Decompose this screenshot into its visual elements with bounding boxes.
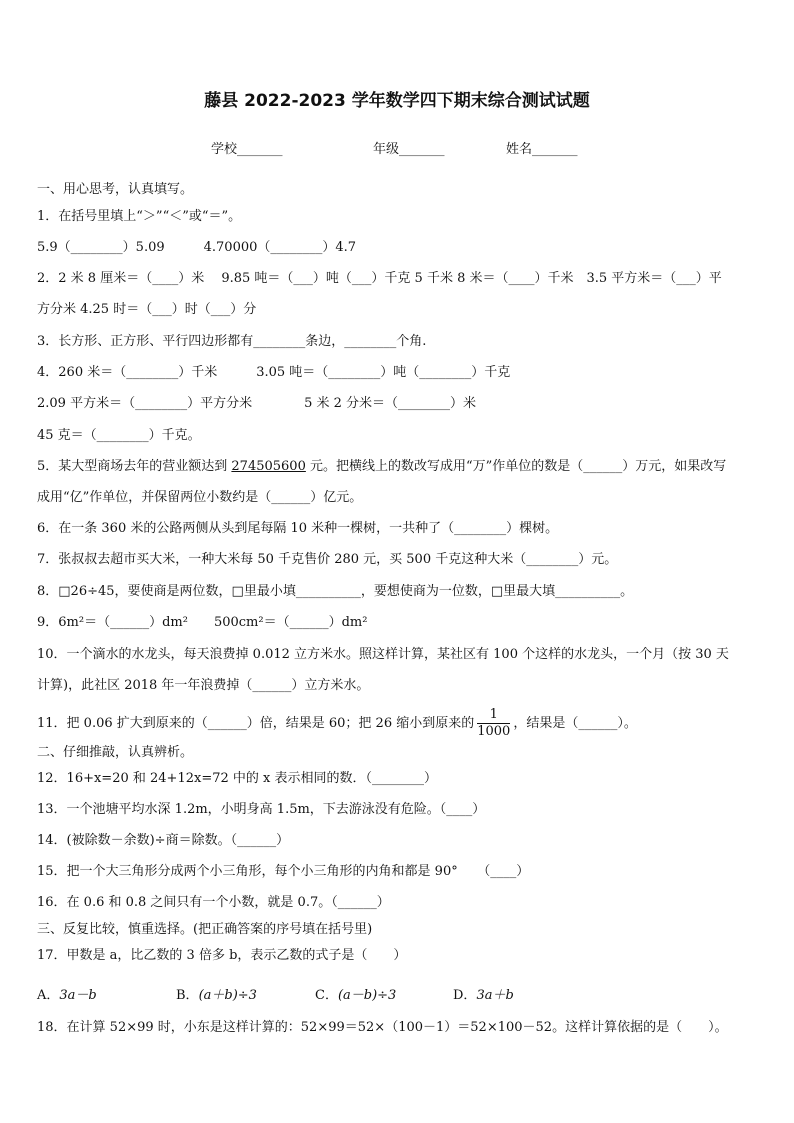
option-d-label: D． (453, 988, 477, 1003)
question-11 (37, 704, 637, 744)
section-1-heading: 一、用心思考，认真填写。 (37, 182, 194, 197)
fraction-numerator: 1 (477, 707, 510, 724)
question-11-text-pre: 11．把 0.06 扩大到原来的（______）倍，结果是 60；把 26 缩小到原来的 (37, 716, 475, 731)
option-b (176, 984, 257, 1003)
question-8: 8．□26÷45，要使商是两位数，□里最小填__________，要想使商为一位数，□里最大填__________。 (37, 584, 634, 599)
question-5-text-pre: 5．某大型商场去年的营业额达到 (37, 459, 232, 474)
option-d (453, 984, 514, 1003)
revenue-number: 274505600 (231, 459, 306, 474)
question-18: 18．在计算 52×99 时，小东是这样计算的：52×99＝52×（100－1）＝52×100－52。这样计算依据的是（ ）。 (37, 1020, 728, 1035)
question-9: 9．6m²＝（______）dm² 500cm²＝（______）dm² (37, 615, 368, 630)
option-c (315, 984, 396, 1003)
question-10-line-2: 计算)，此社区 2018 年一年浪费掉（______）立方米水。 (37, 678, 370, 693)
question-4-line-3: 45 克＝（________）千克。 (37, 428, 201, 443)
option-b-label: B． (176, 988, 199, 1003)
option-a-expression: 3a－b (59, 988, 97, 1003)
option-d-expression: 3a＋b (476, 988, 514, 1003)
question-4-line-2: 2.09 平方米＝（________）平方分米 5 米 2 分米＝（________）米 (37, 396, 477, 411)
section-3-heading: 三、反复比较，慎重选择。(把正确答案的序号填在括号里) (37, 922, 373, 937)
question-16: 16．在 0.6 和 0.8 之间只有一个小数，就是 0.7。（______） (37, 895, 390, 910)
question-13: 13．一个池塘平均水深 1.2m，小明身高 1.5m，下去游泳没有危险。（____） (37, 802, 486, 817)
fraction-denominator: 1000 (477, 724, 511, 739)
question-4-line-1: 4．260 米＝（________）千米 3.05 吨＝（________）吨（________）千克 (37, 365, 511, 380)
option-a-label: A． (37, 988, 60, 1003)
grade-field: 年级_______ (373, 142, 445, 157)
question-6: 6．在一条 360 米的公路两侧从头到尾每隔 10 米种一棵树，一共种了（________）棵树。 (37, 521, 559, 536)
page-title: 藤县 2022-2023 学年数学四下期末综合测试试题 (204, 91, 590, 111)
question-15: 15．把一个大三角形分成两个小三角形，每个小三角形的内角和都是 90° （____） (37, 864, 530, 879)
question-2-line-2: 方分米 4.25 时＝（___）时（___）分 (37, 302, 257, 317)
school-field: 学校_______ (211, 142, 283, 157)
question-10-line-1: 10．一个滴水的水龙头，每天浪费掉 0.012 立方米水。照这样计算，某社区有 100 个这样的水龙头，一个月（按 30 天 (37, 647, 729, 662)
question-14: 14．(被除数－余数)÷商＝除数。（______） (37, 833, 290, 848)
fraction-one-thousandth (477, 707, 510, 740)
question-3: 3．长方形、正方形、平行四边形都有________条边，________个角. (37, 334, 427, 349)
question-1-items: 5.9（________）5.09 4.70000（________）4.7 (37, 240, 357, 255)
question-5-line-1 (37, 458, 726, 476)
question-2-line-1: 2．2 米 8 厘米＝（____）米 9.85 吨＝（___）吨（___）千克 5 千米 8 米＝（____）千米 3.5 平方米＝（___）平 (37, 271, 722, 286)
question-7: 7．张叔叔去超市买大米，一种大米每 50 千克售价 280 元，买 500 千克这种大米（________）元。 (37, 552, 618, 567)
section-2-heading: 二、仔细推敲，认真辨析。 (37, 745, 194, 760)
question-11-text-post: ，结果是（______）。 (513, 716, 637, 731)
option-c-label: C． (315, 988, 338, 1003)
question-1: 1．在括号里填上“＞”“＜”或“＝”。 (37, 209, 242, 224)
question-17: 17．甲数是 a，比乙数的 3 倍多 b，表示乙数的式子是（ ） (37, 948, 407, 963)
question-5-text-post: 元。把横线上的数改写成用“万”作单位的数是（______）万元，如果改写 (305, 459, 727, 474)
name-field: 姓名_______ (506, 142, 578, 157)
option-b-expression: (a＋b)÷3 (198, 988, 257, 1003)
question-5-line-2: 成用“亿”作单位，并保留两位小数约是（______）亿元。 (37, 490, 363, 505)
question-12: 12．16+x=20 和 24+12x=72 中的 x 表示相同的数．（________） (37, 771, 437, 786)
option-a (37, 984, 97, 1003)
option-c-expression: (a－b)÷3 (337, 988, 397, 1003)
